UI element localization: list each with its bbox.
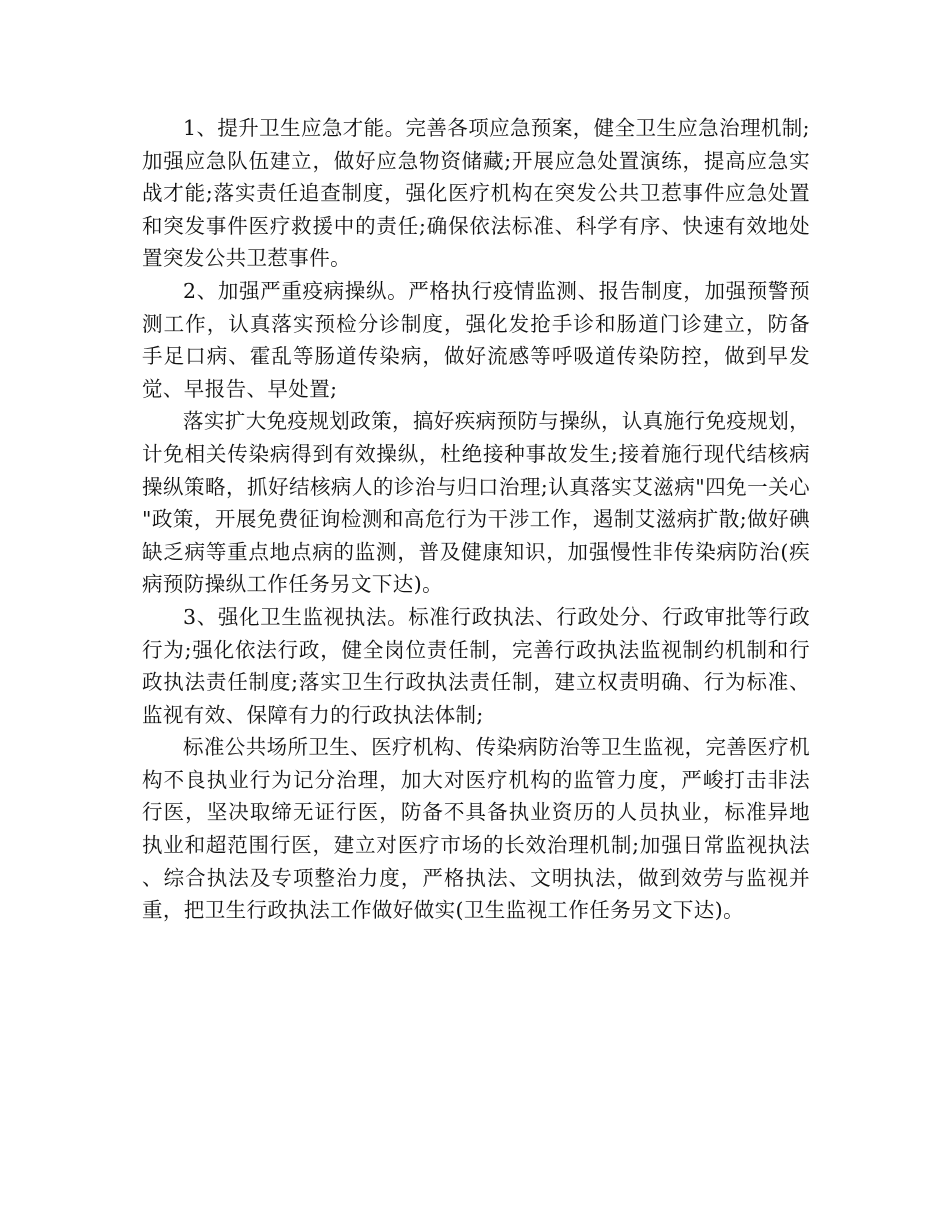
document-body xyxy=(142,112,810,927)
paragraph-immunization: 落实扩大免疫规划政策，搞好疾病预防与操纵，认真施行免疫规划，计免相关传染病得到有效操纵，杜绝接种事故发生;接着施行现代结核病操纵策略，抓好结核病人的诊治与归口治理;认真落实艾滋病"四免一关心"政策，开展免费征询检测和高危行为干涉工作，遏制艾滋病扩散;做好碘缺乏病等重点地点病的监测，普及健康知识，加强慢性非传染病防治(疾病预防操纵工作任务另文下达)。 xyxy=(142,409,810,597)
paragraph-medical-market: 标准公共场所卫生、医疗机构、传染病防治等卫生监视，完善医疗机构不良执业行为记分治理，加大对医疗机构的监管力度，严峻打击非法行医，坚决取缔无证行医，防备不具备执业资历的人员执业，标准异地执业和超范围行医，建立对医疗市场的长效治理机制;加强日常监视执法、综合执法及专项整治力度，严格执法、文明执法，做到效劳与监视并重，把卫生行政执法工作做好做实(卫生监视工作任务另文下达)。 xyxy=(142,735,810,923)
paragraph-emergency-response: 1、提升卫生应急才能。完善各项应急预案，健全卫生应急治理机制;加强应急队伍建立，做好应急物资储藏;开展应急处置演练，提高应急实战才能;落实责任追查制度，强化医疗机构在突发公共卫惹事件应急处置和突发事件医疗救援中的责任;确保依法标准、科学有序、快速有效地处置突发公共卫惹事件。 xyxy=(142,116,810,271)
paragraph-disease-control: 2、加强严重疫病操纵。严格执行疫情监测、报告制度，加强预警预测工作，认真落实预检分诊制度，强化发抢手诊和肠道门诊建立，防备手足口病、霍乱等肠道传染病，做好流感等呼吸道传染防控，做到早发觉、早报告、早处置; xyxy=(142,278,810,401)
paragraph-health-supervision: 3、强化卫生监视执法。标准行政执法、行政处分、行政审批等行政行为;强化依法行政，健全岗位责任制，完善行政执法监视制约机制和行政执法责任制度;落实卫生行政执法责任制，建立权责明确、行为标准、监视有效、保障有力的行政执法体制; xyxy=(142,604,810,727)
